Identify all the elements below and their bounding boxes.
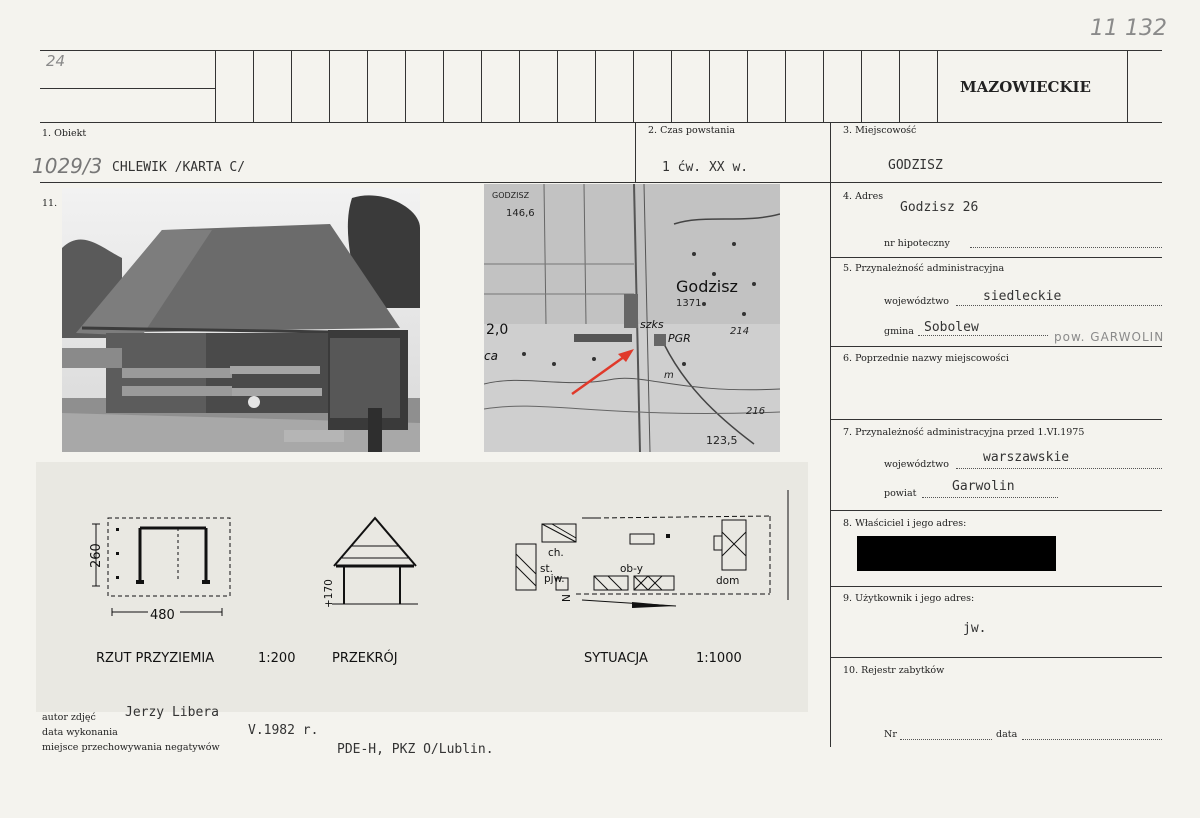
czas-value: 1 ćw. XX w. — [662, 160, 749, 175]
header-left-number: 24 — [46, 52, 66, 70]
map-label-m: m — [664, 370, 674, 381]
rejestr-nr-label: Nr — [884, 729, 897, 740]
powiat-handwritten-note: pow. GARWOLIN — [1054, 330, 1165, 344]
map-label-1235: 123,5 — [706, 434, 738, 447]
situation-label-st: st. — [540, 563, 553, 575]
barn-photo — [62, 188, 420, 452]
woj-label: województwo — [884, 296, 950, 307]
map-label-szks: szks — [640, 318, 664, 331]
miejscowosc-value: GODZISZ — [888, 158, 943, 173]
woj-value: siedleckie — [983, 289, 1062, 304]
storage-label: miejsce przechowywania negatywów — [42, 742, 220, 753]
przed1975-label: 7. Przynależność administracyjna przed 1.VI.1975 — [843, 427, 1085, 438]
section-height-dimension: +170 — [323, 579, 335, 608]
rejestr-nr-field — [900, 739, 992, 740]
map-label-20: 2,0 — [486, 322, 509, 338]
map-label-214: 214 — [730, 326, 750, 337]
map-label-ca: ca — [484, 349, 498, 363]
rejestr-label: 10. Rejestr zabytków — [843, 665, 945, 676]
przed1975-powiat-label: powiat — [884, 488, 917, 499]
map-label-elevation-2: 1371 — [676, 298, 702, 309]
gmina-field — [918, 335, 1048, 336]
situation-north-label: N — [561, 594, 573, 602]
plan-height-dimension: 260 — [89, 543, 104, 568]
caption-rzut-scale: 1:200 — [258, 651, 296, 666]
poprzednie-label: 6. Poprzednie nazwy miejscowości — [843, 353, 1009, 364]
rejestr-data-label: data — [996, 729, 1018, 740]
obiekt-handwritten-number: 1029/3 — [32, 154, 103, 178]
przed1975-woj-label: województwo — [884, 459, 950, 470]
situation-label-ch: ch. — [548, 547, 564, 559]
obiekt-label: 1. Obiekt — [42, 128, 87, 139]
photo-field-label: 11. — [42, 198, 58, 209]
map-label-pgr: PGR — [668, 332, 691, 345]
section-drawing — [332, 518, 418, 604]
rejestr-data-field — [1022, 739, 1162, 740]
map-label-216: 216 — [746, 406, 766, 417]
plan-width-dimension: 480 — [150, 608, 175, 623]
author-label: autor zdjęć — [42, 712, 96, 723]
obiekt-value: CHLEWIK /KARTA C/ — [112, 160, 246, 175]
caption-przekroj: PRZEKRÓJ — [332, 651, 398, 666]
wlasciciel-label: 8. Właściciel i jego adres: — [843, 518, 967, 529]
author-value: Jerzy Libera — [125, 705, 219, 720]
situation-label-oby: ob-y — [620, 563, 643, 575]
przed1975-woj-field — [956, 468, 1162, 469]
map-place-name: Godzisz — [676, 277, 738, 296]
situation-label-dom: dom — [716, 575, 740, 587]
date-value: V.1982 r. — [248, 723, 319, 738]
drawings-panel — [36, 462, 808, 712]
caption-sytuacja: SYTUACJA — [584, 651, 648, 666]
region-title: MAZOWIECKIE — [960, 78, 1091, 96]
floor-plan-drawing — [92, 518, 230, 616]
przed1975-powiat-field — [922, 497, 1058, 498]
map-label-godzisz-small: GODZISZ — [492, 191, 530, 200]
woj-field — [956, 305, 1162, 306]
uzytkownik-label: 9. Użytkownik i jego adres: — [843, 593, 975, 604]
przed1975-woj-value: warszawskie — [983, 450, 1070, 465]
storage-value: PDE-H, PKZ O/Lublin. — [337, 742, 494, 757]
owner-redaction-box — [857, 536, 1056, 571]
miejscowosc-label: 3. Miejscowość — [843, 125, 917, 136]
situation-label-pjw: pjw. — [544, 573, 565, 585]
przed1975-powiat-value: Garwolin — [952, 479, 1015, 494]
hipoteczny-label: nr hipoteczny — [884, 238, 950, 249]
czas-label: 2. Czas powstania — [648, 125, 736, 136]
uzytkownik-value: jw. — [963, 621, 987, 636]
location-map — [484, 184, 780, 452]
caption-rzut: RZUT PRZYZIEMIA — [96, 651, 215, 666]
hipoteczny-field — [970, 247, 1162, 248]
adres-label: 4. Adres — [843, 191, 884, 202]
map-label-elevation-1: 146,6 — [506, 208, 535, 219]
caption-sytuacja-scale: 1:1000 — [696, 651, 742, 666]
gmina-label: gmina — [884, 326, 914, 337]
corner-number: 11 132 — [1090, 16, 1167, 41]
date-label: data wykonania — [42, 727, 118, 738]
adres-value: Godzisz 26 — [900, 200, 979, 215]
gmina-value: Sobolew — [924, 320, 979, 335]
przynaleznosc-label: 5. Przynależność administracyjna — [843, 263, 1005, 274]
